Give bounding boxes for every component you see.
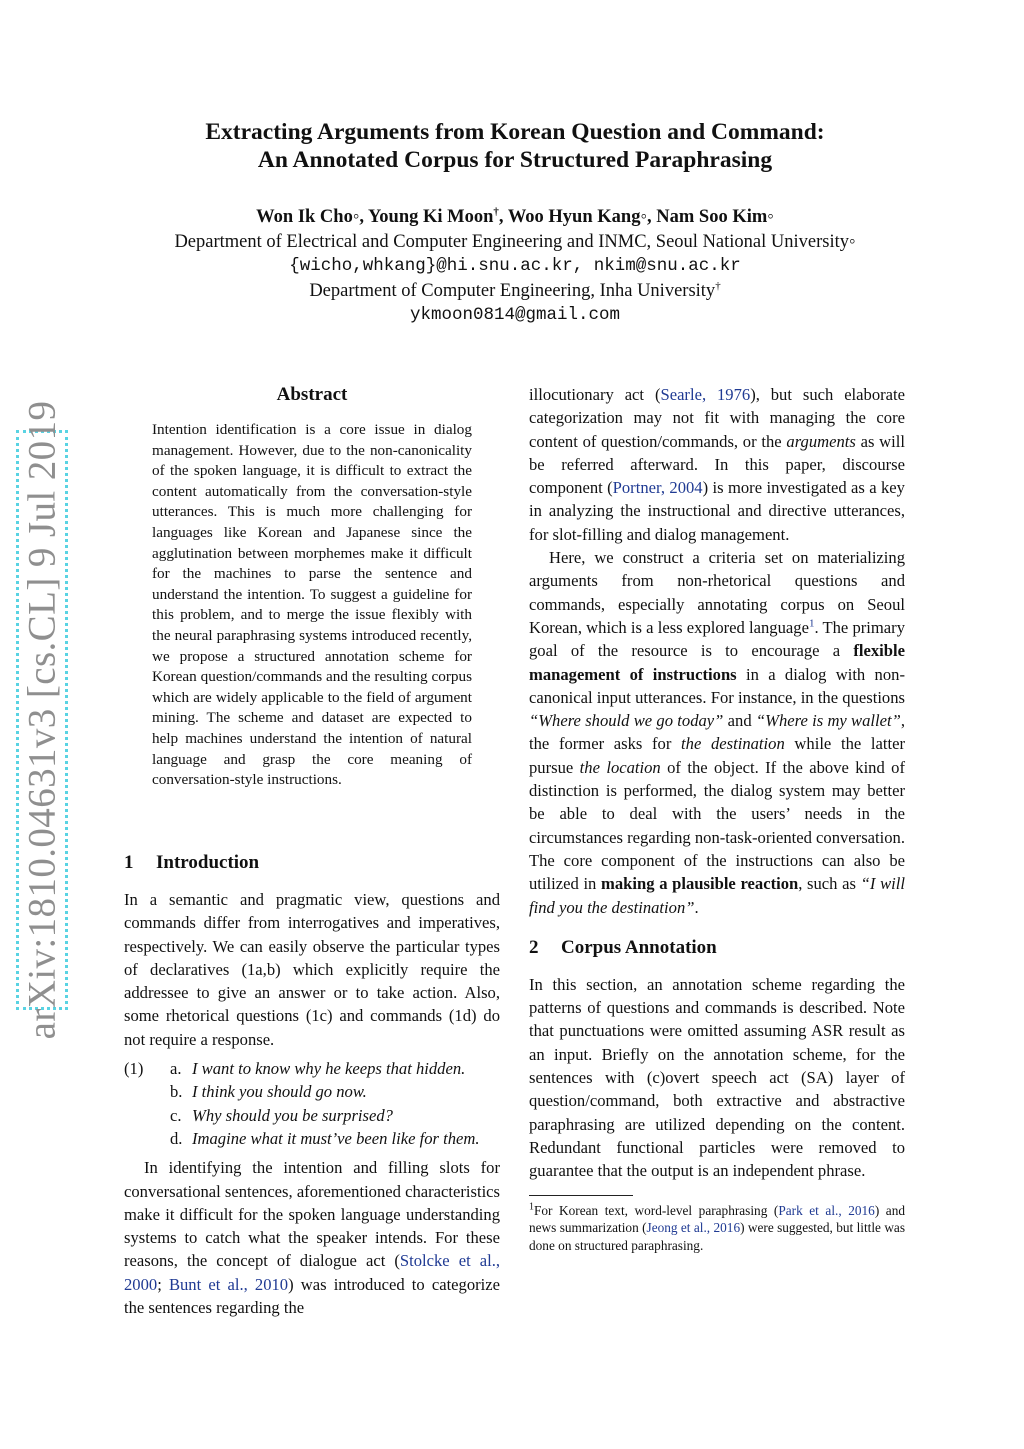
affiliation-mark: † (715, 279, 721, 292)
text-run: For Korean text, word-level paraphrasing ( (534, 1202, 779, 1218)
paper-title (110, 118, 920, 174)
text-run: of the object. If the above kind of distinction is performed, the dialog system may better be able to deal with the users’ needs in the circumstances regarding non-task-oriented conversation. The core component of the instructions can also be utilized in (529, 757, 906, 894)
text-run: In identifying the intention and filling slots for conversational sentences, aforementioned characteristics make it difficult for the spoken language understanding systems to catch what the speaker intends. For these reasons, the concept of dialogue act ( (124, 1158, 500, 1271)
intro-paragraph-2 (124, 1156, 500, 1319)
text-run: while the latter pursue (529, 734, 905, 777)
author-name: Woo Hyun Kang (507, 207, 641, 227)
text-run: . (694, 897, 699, 917)
footnote-link[interactable]: 1 (808, 617, 815, 630)
text-run: illocutionary act ( (529, 385, 661, 404)
abstract-section (152, 384, 472, 791)
citation-link[interactable]: Portner, 2004 (612, 478, 703, 498)
author-mark: ◦ (640, 207, 648, 227)
section-number: 1 (124, 852, 134, 873)
separator: , (647, 207, 657, 227)
example-list (124, 1057, 500, 1150)
example-item (124, 1127, 500, 1150)
example-number: (1) (124, 1059, 144, 1079)
text-run: ) and news summarization ( (529, 1202, 906, 1235)
right-column (529, 383, 905, 1254)
text-run: ) was introduced to categorize the sentences regarding the (124, 1274, 500, 1318)
emphasis: arguments (786, 431, 856, 451)
text-run: , the former asks for (529, 711, 906, 754)
example-item (124, 1104, 500, 1127)
emphasis: “Where should we go today” (529, 711, 724, 731)
author-list (110, 205, 920, 230)
title-line-2: An Annotated Corpus for Structured Paraphrasing (257, 147, 773, 173)
example-letter: b. (170, 1082, 183, 1102)
indent-spacer (146, 1104, 170, 1127)
affiliation-text: Department of Computer Engineering, Inha University (309, 280, 716, 301)
author-mark: ◦ (767, 207, 774, 227)
example-number (124, 1104, 146, 1127)
example-text: I think you should go now. (192, 1082, 367, 1102)
separator: , (498, 207, 508, 227)
section-title: Introduction (156, 852, 260, 873)
section-number: 2 (529, 936, 539, 958)
affiliation-inha (110, 279, 920, 304)
text-run: Here, we construct a criteria set on materializing arguments from non-rhetorical questions and commands, especially annotating corpus on Seoul Korean, which is a less explored language (529, 548, 905, 637)
example-text: Imagine what it must’ve been like for them. (192, 1128, 480, 1148)
indent-spacer (146, 1127, 170, 1150)
example-text: Why should you be surprised? (192, 1105, 393, 1125)
citation-link[interactable]: Searle, 1976 (660, 385, 751, 404)
author-mark: † (493, 205, 499, 218)
citation-link[interactable]: Bunt et al., 2010 (168, 1274, 289, 1294)
section-heading-corpus-annotation (529, 937, 905, 959)
footnote-1 (529, 1202, 905, 1255)
indent-spacer (146, 1057, 170, 1080)
right-paragraph-1 (529, 383, 905, 546)
email-snu[interactable]: {wicho,whkang}@hi.snu.ac.kr, nkim@snu.ac.kr (289, 256, 741, 276)
affiliation-mark: ◦ (849, 231, 856, 252)
indent-spacer (146, 1080, 170, 1103)
section-title: Corpus Annotation (561, 936, 717, 958)
author-block (110, 205, 920, 328)
citation-link[interactable]: Park et al., 2016 (778, 1202, 875, 1218)
right-paragraph-2 (529, 546, 905, 919)
emphasis: “Where is my wallet” (755, 711, 901, 731)
citation-link[interactable]: Stolcke et al., 2000 (124, 1251, 501, 1294)
emphasis: the location (579, 757, 661, 777)
section-heading-introduction (124, 852, 500, 874)
footnote-mark: 1 (529, 1201, 534, 1213)
text-run: . The primary goal of the resource is to encourage a (529, 617, 905, 661)
affiliation-text: Department of Electrical and Computer Engineering and INMC, Seoul National University (174, 231, 849, 252)
text-run: ), but such elaborate categorization may not fit with managing the core content of question/commands, or the (529, 385, 905, 451)
example-number (124, 1080, 146, 1103)
emphasis-bold: flexible management of instructions (529, 641, 905, 684)
citation-link[interactable]: Jeong et al., 2016 (646, 1220, 741, 1235)
example-letter: c. (170, 1105, 182, 1125)
example-letter: a. (170, 1059, 182, 1079)
affiliation-snu (110, 230, 920, 255)
left-column (124, 852, 500, 1319)
emphasis-bold: making a plausible reaction (601, 874, 799, 894)
text-run: ) were suggested, but little was done on structured paraphrasing. (529, 1220, 905, 1253)
text-run: , such as (798, 874, 861, 894)
abstract-body: Intention identification is a core issue in dialog management. However, due to the non-canonicality of the spoken language, it is difficult to extract the content automatically from the conversation-style utterances. This is much more challenging for languages like Korean and Japanese since the agglutination between morphemes make it difficult for the machines to parse the sentence and understand the intention. To suggest a guideline for this problem, and to merge the issue flexibly with the neural paraphrasing systems introduced recently, we propose a structured annotation scheme for Korean question/commands and the resulting corpus which are widely applicable to the field of argument mining. The scheme and dataset are expected to help machines understand the intention of natural language and grasp the core meaning of conversation-style instructions. (152, 421, 472, 789)
arxiv-identifier[interactable]: arXiv:1810.04631v3 [cs.CL] 9 Jul 2019 (20, 400, 64, 1040)
text-run: in a dialog with non-canonical input utterances. For instance, in the questions (529, 664, 905, 707)
abstract-heading: Abstract (276, 384, 348, 405)
example-letter: d. (170, 1128, 183, 1148)
title-line-1: Extracting Arguments from Korean Question and Command: (205, 119, 825, 145)
text-run: ) is more investigated as a key in analyzing the instructional and directive utterances, for slot-filling and dialog management. (529, 478, 905, 544)
author-name: Won Ik Cho (256, 207, 353, 227)
footnote-divider (529, 1195, 633, 1196)
emphasis: “I will find you the destination” (529, 874, 905, 917)
separator: , (359, 207, 368, 227)
author-name: Young Ki Moon (367, 207, 494, 227)
example-item (124, 1080, 500, 1103)
email-inha[interactable]: ykmoon0814@gmail.com (409, 305, 621, 325)
text-run: as will be referred afterward. In this paper, discourse component ( (529, 431, 905, 498)
corpus-annotation-paragraph: In this section, an annotation scheme regarding the patterns of questions and commands is described. Note that punctuations were omitted assuming ASR result as an input. Briefly on the annotation scheme, for the sentences with (c)overt speech act (SA) layer of question/command, both extractive and abstractive paraphrasing are utilized depending on the content. Redundant functional particles were removed to guarantee that the output is an independent phrase. (529, 974, 905, 1181)
author-mark: ◦ (352, 207, 360, 227)
example-item (124, 1057, 500, 1080)
intro-paragraph-1: In a semantic and pragmatic view, questions and commands differ from interrogatives and imperatives, respectively. We can easily observe the particular types of declaratives (1a,b) which explicitly require the addressee to give an answer or to take action. Also, some rhetorical questions (1c) and commands (1d) do not require a response. (124, 890, 500, 1049)
text-run: and (723, 711, 756, 731)
emphasis: the destination (681, 734, 785, 754)
example-text: I want to know why he keeps that hidden. (192, 1059, 466, 1079)
separator: ; (157, 1274, 169, 1294)
example-number (124, 1127, 146, 1150)
author-name: Nam Soo Kim (656, 207, 768, 227)
